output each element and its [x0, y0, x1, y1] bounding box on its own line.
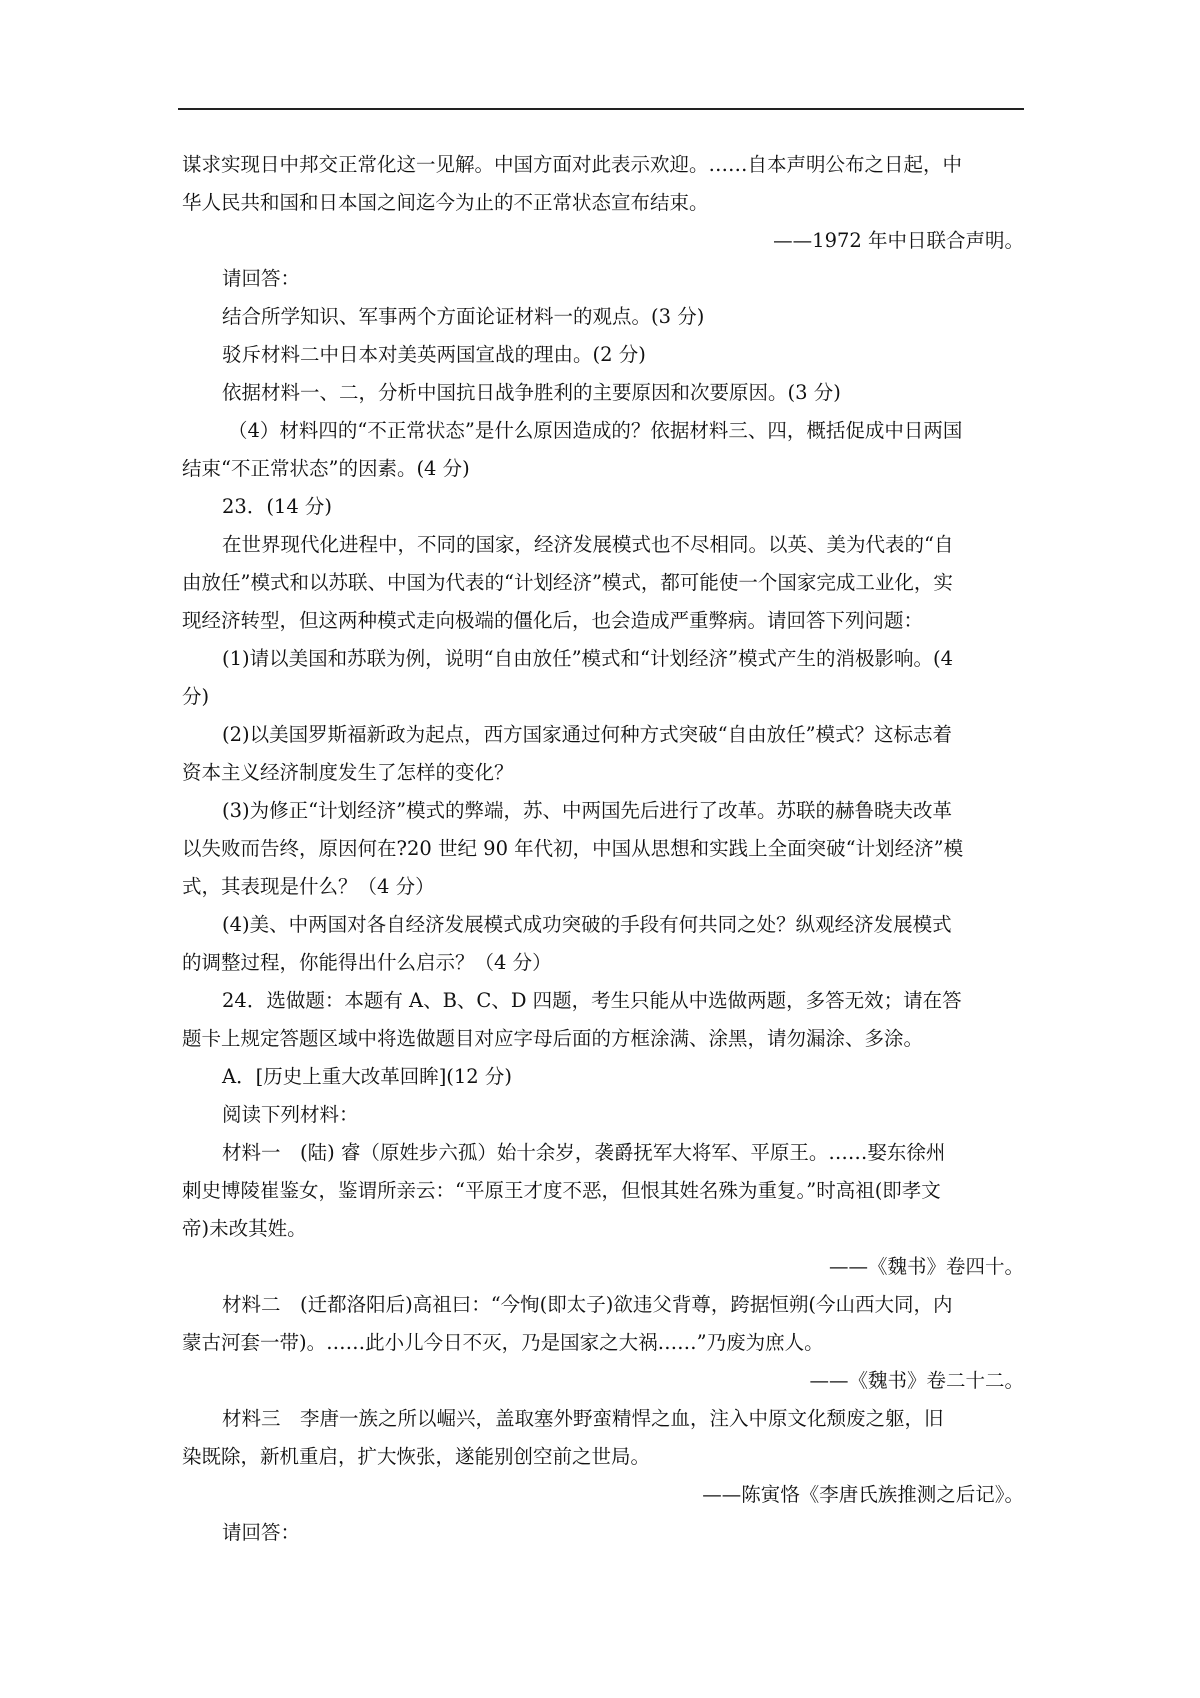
material-text: 材料二 (迁都洛阳后)高祖曰：“今恂(即太子)欲违父背尊，跨据恒朔(今山西大同，内 [222, 1293, 953, 1316]
text-line: 以失败而告终，原因何在?20 世纪 90 年代初，中国从思想和实践上全面突破“计划经济”模 [182, 837, 964, 860]
source-citation: ——陈寅恪《李唐氏族推测之后记》。 [702, 1483, 1024, 1506]
question-item: (4)美、中两国对各自经济发展模式成功突破的手段有何共同之处？纵观经济发展模式 [222, 913, 952, 936]
material-text: 刺史博陵崔鉴女，鉴谓所亲云：“平原王才度不恶，但恨其姓名殊为重复。”时高祖(即孝文 [182, 1179, 941, 1202]
question-item: 依据材料一、二，分析中国抗日战争胜利的主要原因和次要原因。(3 分) [222, 381, 841, 404]
text-line: 式，其表现是什么？（4 分） [182, 875, 435, 898]
question-prompt: 请回答： [222, 1521, 301, 1544]
question-item: 驳斥材料二中日本对美英两国宣战的理由。(2 分) [222, 343, 646, 366]
document-body [182, 146, 1024, 1552]
question-prompt: 请回答： [222, 267, 301, 290]
text-line: 的调整过程，你能得出什么启示？（4 分） [182, 951, 552, 974]
question-number: 24．选做题：本题有 A、B、C、D 四题，考生只能从中选做两题，多答无效；请在答 [222, 989, 962, 1012]
material-text: 蒙古河套一带)。……此小儿今日不灭，乃是国家之大祸……”乃废为庶人。 [182, 1331, 824, 1354]
header-rule [178, 108, 1024, 110]
material-text: 材料三 李唐一族之所以崛兴，盖取塞外野蛮精悍之血，注入中原文化颓废之躯，旧 [222, 1407, 944, 1430]
question-number: 23．(14 分) [222, 495, 333, 518]
question-item: (3)为修正“计划经济”模式的弊端，苏、中两国先后进行了改革。苏联的赫鲁晓夫改革 [222, 799, 953, 822]
question-item: （4）材料四的“不正常状态”是什么原因造成的？依据材料三、四，概括促成中日两国 [228, 419, 963, 442]
text-line: 谋求实现日中邦交正常化这一见解。中国方面对此表示欢迎。……自本声明公布之日起，中 [182, 153, 963, 176]
question-item: 结合所学知识、军事两个方面论证材料一的观点。(3 分) [222, 305, 705, 328]
text-line: 华人民共和国和日本国之间迄今为止的不正常状态宣布结束。 [182, 191, 709, 214]
text-line: 由放任”模式和以苏联、中国为代表的“计划经济”模式，都可能使一个国家完成工业化，实 [182, 571, 953, 594]
text-line: 分) [182, 685, 210, 708]
section-heading: A．[历史上重大改革回眸](12 分) [222, 1065, 513, 1088]
text-line: 现经济转型，但这两种模式走向极端的僵化后，也会造成严重弊病。请回答下列问题： [182, 609, 924, 632]
source-citation: ——《魏书》卷四十。 [828, 1255, 1024, 1278]
material-text: 染既除，新机重启，扩大恢张，遂能别创空前之世局。 [182, 1445, 651, 1468]
question-prompt: 阅读下列材料： [222, 1103, 359, 1126]
material-text: 帝)未改其姓。 [182, 1217, 307, 1240]
question-item: (1)请以美国和苏联为例，说明“自由放任”模式和“计划经济”模式产生的消极影响。(4 [222, 647, 954, 670]
text-line: 题卡上规定答题区域中将选做题目对应字母后面的方框涂满、涂黑，请勿漏涂、多涂。 [182, 1027, 924, 1050]
text-line: 资本主义经济制度发生了怎样的变化？ [182, 761, 514, 784]
source-citation: ——1972 年中日联合声明。 [773, 229, 1024, 252]
question-item: (2)以美国罗斯福新政为起点，西方国家通过何种方式突破“自由放任”模式？这标志着 [222, 723, 953, 746]
text-line: 在世界现代化进程中，不同的国家，经济发展模式也不尽相同。以英、美为代表的“自 [222, 533, 954, 556]
material-text: 材料一 (陆) 睿（原姓步六孤）始十余岁，袭爵抚军大将军、平原王。……娶东徐州 [222, 1141, 946, 1164]
text-line: 结束“不正常状态”的因素。(4 分) [182, 457, 470, 480]
source-citation: ——《魏书》卷二十二。 [809, 1369, 1024, 1392]
